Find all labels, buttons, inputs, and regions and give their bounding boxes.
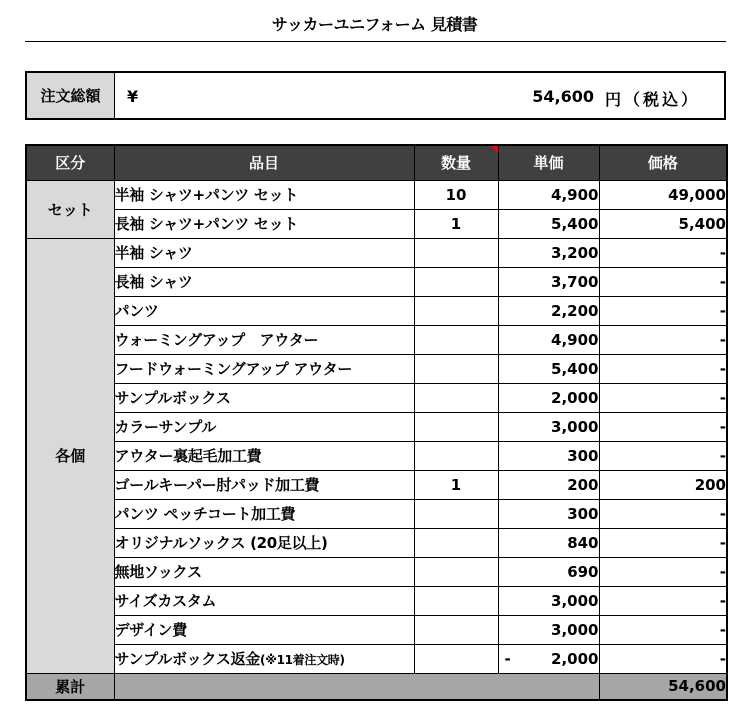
unit-price-cell[interactable]: 3,000 [498, 412, 599, 441]
price-cell[interactable]: - [599, 267, 727, 296]
item-cell[interactable]: 半袖 シャツ [114, 238, 414, 267]
item-cell[interactable]: 無地ソックス [114, 557, 414, 586]
unit-price-cell[interactable]: 300 [498, 499, 599, 528]
quantity-cell[interactable] [414, 557, 498, 586]
price-cell[interactable]: - [599, 586, 727, 615]
quantity-cell[interactable] [414, 499, 498, 528]
table-row [26, 209, 727, 238]
total-spacer-cell[interactable] [114, 673, 599, 700]
tax-included-suffix: 円（税込） [604, 90, 700, 109]
quantity-cell[interactable] [414, 528, 498, 557]
price-cell[interactable]: - [599, 383, 727, 412]
unit-price-cell[interactable]: 5,400 [498, 354, 599, 383]
estimate-table [25, 144, 728, 701]
unit-price-cell[interactable]: 5,400 [498, 209, 599, 238]
price-cell[interactable]: - [599, 499, 727, 528]
title-divider [25, 41, 726, 42]
quantity-cell[interactable] [414, 238, 498, 267]
currency-symbol: ¥ [127, 87, 139, 106]
table-row [26, 180, 727, 209]
unit-price-cell[interactable]: 690 [498, 557, 599, 586]
header-quantity[interactable] [414, 145, 498, 180]
quantity-cell[interactable] [414, 383, 498, 412]
order-total-value-cell[interactable] [115, 73, 724, 118]
price-cell[interactable]: - [599, 644, 727, 673]
quantity-cell[interactable] [414, 296, 498, 325]
item-cell[interactable]: パンツ [114, 296, 414, 325]
quantity-cell[interactable] [414, 354, 498, 383]
quantity-cell[interactable] [414, 412, 498, 441]
table-row [26, 528, 727, 557]
item-cell[interactable]: 長袖 シャツ [114, 267, 414, 296]
item-cell[interactable]: サンプルボックス [114, 383, 414, 412]
price-cell[interactable]: - [599, 557, 727, 586]
table-row [26, 412, 727, 441]
quantity-cell[interactable]: 10 [414, 180, 498, 209]
negative-sign: - [504, 649, 511, 668]
price-cell[interactable]: - [599, 354, 727, 383]
total-row [26, 673, 727, 700]
item-cell[interactable]: デザイン費 [114, 615, 414, 644]
header-category[interactable]: 区分 [26, 145, 114, 180]
item-cell[interactable]: アウター裏起毛加工費 [114, 441, 414, 470]
item-cell[interactable]: 半袖 シャツ+パンツ セット [114, 180, 414, 209]
unit-price-cell[interactable]: 3,200 [498, 238, 599, 267]
category-cell-set[interactable]: セット [26, 180, 114, 238]
order-total-label: 注文総額 [27, 73, 115, 118]
unit-price-cell[interactable]: 2,000 [498, 383, 599, 412]
document-title: サッカーユニフォーム 見積書 [271, 15, 478, 34]
quantity-cell[interactable]: 1 [414, 209, 498, 238]
price-cell[interactable]: - [599, 528, 727, 557]
category-cell-individual[interactable]: 各個 [26, 238, 114, 673]
unit-price-value: 2,000 [551, 649, 599, 668]
quantity-cell[interactable] [414, 325, 498, 354]
table-row [26, 383, 727, 412]
item-cell[interactable] [114, 644, 414, 673]
unit-price-cell[interactable]: 4,900 [498, 180, 599, 209]
quantity-cell[interactable]: 1 [414, 470, 498, 499]
table-row [26, 296, 727, 325]
table-row [26, 354, 727, 383]
unit-price-cell[interactable]: 3,000 [498, 586, 599, 615]
price-cell[interactable]: - [599, 412, 727, 441]
comment-indicator-icon[interactable] [491, 146, 498, 153]
header-item[interactable]: 品目 [114, 145, 414, 180]
table-row [26, 238, 727, 267]
table-row [26, 325, 727, 354]
unit-price-cell[interactable]: 840 [498, 528, 599, 557]
price-cell[interactable]: - [599, 325, 727, 354]
unit-price-cell[interactable]: 300 [498, 441, 599, 470]
item-cell[interactable]: ゴールキーパー肘パッド加工費 [114, 470, 414, 499]
table-row [26, 499, 727, 528]
total-label[interactable]: 累計 [26, 673, 114, 700]
price-cell[interactable]: 49,000 [599, 180, 727, 209]
quantity-cell[interactable] [414, 267, 498, 296]
quantity-cell[interactable] [414, 441, 498, 470]
table-header-row [26, 145, 727, 180]
table-row [26, 267, 727, 296]
item-cell[interactable]: パンツ ペッチコート加工費 [114, 499, 414, 528]
price-cell[interactable]: 5,400 [599, 209, 727, 238]
table-row [26, 586, 727, 615]
order-total-amount: 54,600 [532, 87, 594, 106]
table-row [26, 470, 727, 499]
quantity-cell[interactable] [414, 644, 498, 673]
header-unit-price[interactable]: 単価 [498, 145, 599, 180]
unit-price-cell[interactable]: 3,000 [498, 615, 599, 644]
header-price[interactable]: 価格 [599, 145, 727, 180]
item-cell[interactable]: フードウォーミングアップ アウター [114, 354, 414, 383]
table-row [26, 644, 727, 673]
table-row [26, 615, 727, 644]
unit-price-cell[interactable]: 2,200 [498, 296, 599, 325]
quantity-cell[interactable] [414, 586, 498, 615]
table-row [26, 557, 727, 586]
item-cell[interactable]: サイズカスタム [114, 586, 414, 615]
unit-price-cell[interactable]: 4,900 [498, 325, 599, 354]
item-cell[interactable]: ウォーミングアップ アウター [114, 325, 414, 354]
item-note: (※11着注文時) [260, 653, 345, 667]
header-quantity-label: 数量 [440, 154, 471, 173]
item-cell[interactable]: カラーサンプル [114, 412, 414, 441]
total-price[interactable]: 54,600 [599, 673, 727, 700]
unit-price-cell[interactable]: 200 [498, 470, 599, 499]
table-row [26, 441, 727, 470]
price-cell[interactable]: - [599, 441, 727, 470]
unit-price-cell[interactable]: 3,700 [498, 267, 599, 296]
item-label: サンプルボックス返金 [114, 650, 261, 668]
price-cell[interactable]: 200 [599, 470, 727, 499]
price-cell[interactable]: - [599, 296, 727, 325]
item-cell[interactable]: オリジナルソックス (20足以上) [114, 528, 414, 557]
item-cell[interactable]: 長袖 シャツ+パンツ セット [114, 209, 414, 238]
price-cell[interactable]: - [599, 615, 727, 644]
price-cell[interactable]: - [599, 238, 727, 267]
quantity-cell[interactable] [414, 615, 498, 644]
order-total-box [25, 71, 726, 120]
unit-price-cell[interactable] [498, 644, 599, 673]
